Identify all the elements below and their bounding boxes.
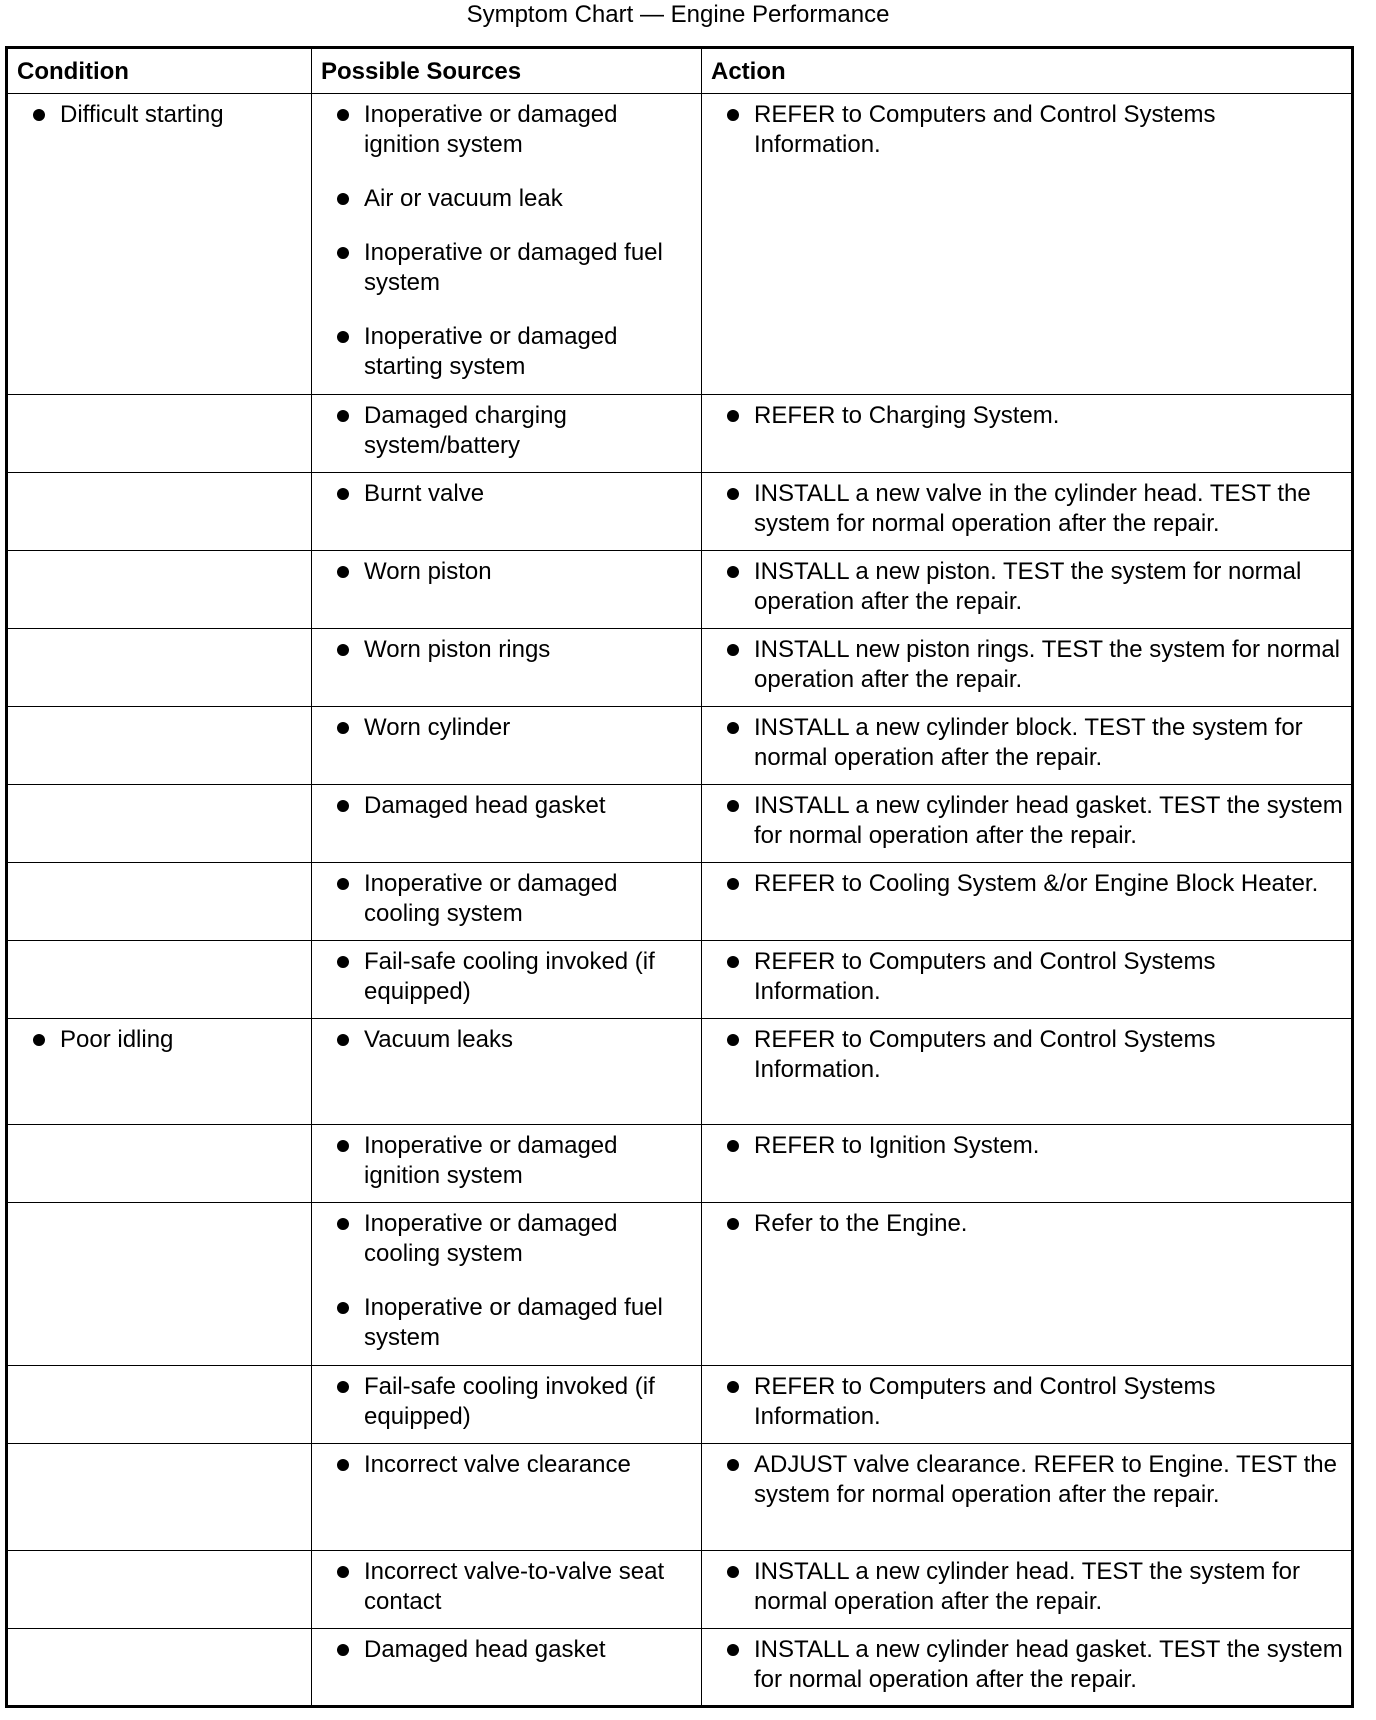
bullet-icon bbox=[337, 331, 349, 343]
bullet-icon bbox=[727, 1459, 739, 1471]
table-row bbox=[7, 629, 1353, 707]
table-row bbox=[7, 941, 1353, 1019]
list-item bbox=[334, 1131, 693, 1191]
bullet-icon bbox=[33, 109, 45, 121]
bullet-icon bbox=[727, 644, 739, 656]
table-row bbox=[7, 1629, 1353, 1707]
sources-text: Air or vacuum leak bbox=[364, 185, 563, 212]
list-item bbox=[334, 1209, 693, 1269]
action-cell bbox=[702, 629, 1353, 707]
action-cell bbox=[702, 1019, 1353, 1125]
sources-cell bbox=[312, 629, 702, 707]
actions-text: INSTALL a new cylinder head. TEST the system for normal operation after the repair. bbox=[754, 1558, 1301, 1615]
sources-cell bbox=[312, 1366, 702, 1444]
action-cell bbox=[702, 1444, 1353, 1551]
header-possible-sources: Possible Sources bbox=[312, 48, 702, 94]
list-item bbox=[724, 401, 1343, 431]
bullet-icon bbox=[727, 1034, 739, 1046]
list-item bbox=[724, 1372, 1343, 1432]
list-item bbox=[334, 100, 693, 160]
list-item bbox=[334, 557, 693, 587]
sources-cell bbox=[312, 1125, 702, 1203]
action-cell bbox=[702, 1203, 1353, 1366]
action-cell bbox=[702, 395, 1353, 473]
sources-text: Inoperative or damaged fuel system bbox=[364, 1294, 663, 1351]
actions-text: REFER to Ignition System. bbox=[754, 1132, 1040, 1159]
condition-cell bbox=[7, 629, 312, 707]
sources-cell bbox=[312, 707, 702, 785]
sources-text: Fail-safe cooling invoked (if equipped) bbox=[364, 1373, 655, 1430]
bullet-icon bbox=[337, 410, 349, 422]
sources-cell bbox=[312, 473, 702, 551]
sources-text: Inoperative or damaged ignition system bbox=[364, 1132, 618, 1189]
condition-cell bbox=[7, 551, 312, 629]
list-item bbox=[724, 1209, 1343, 1239]
header-action: Action bbox=[702, 48, 1353, 94]
sources-text: Worn piston rings bbox=[364, 636, 551, 663]
list-item bbox=[334, 869, 693, 929]
sources-cell bbox=[312, 1444, 702, 1551]
list-item bbox=[724, 635, 1343, 695]
action-cell bbox=[702, 785, 1353, 863]
actions-text: INSTALL new piston rings. TEST the system for normal operation after the repair. bbox=[754, 636, 1341, 693]
bullet-icon bbox=[727, 1381, 739, 1393]
condition-cell bbox=[7, 707, 312, 785]
list-item bbox=[334, 1557, 693, 1617]
actions-text: REFER to Computers and Control Systems Information. bbox=[754, 1026, 1216, 1083]
list-item bbox=[724, 479, 1343, 539]
list-item bbox=[724, 791, 1343, 851]
action-cell bbox=[702, 1629, 1353, 1707]
list-item bbox=[724, 1557, 1343, 1617]
bullet-icon bbox=[337, 193, 349, 205]
actions-text: ADJUST valve clearance. REFER to Engine. TEST the system for normal operation after the repair. bbox=[754, 1451, 1337, 1508]
sources-cell bbox=[312, 863, 702, 941]
condition-text: Difficult starting bbox=[60, 101, 224, 128]
actions-text: REFER to Charging System. bbox=[754, 402, 1060, 429]
list-item bbox=[334, 713, 693, 743]
sources-cell bbox=[312, 551, 702, 629]
table-row bbox=[7, 1551, 1353, 1629]
bullet-icon bbox=[337, 109, 349, 121]
actions-text: INSTALL a new piston. TEST the system for normal operation after the repair. bbox=[754, 558, 1302, 615]
list-item bbox=[724, 1450, 1343, 1510]
bullet-icon bbox=[727, 800, 739, 812]
sources-text: Damaged head gasket bbox=[364, 792, 606, 819]
list-item bbox=[334, 479, 693, 509]
table-row bbox=[7, 1125, 1353, 1203]
condition-cell bbox=[7, 473, 312, 551]
actions-text: REFER to Cooling System &/or Engine Block Heater. bbox=[754, 870, 1319, 897]
sources-text: Worn cylinder bbox=[364, 714, 511, 741]
bullet-icon bbox=[337, 1566, 349, 1578]
bullet-icon bbox=[337, 956, 349, 968]
list-item bbox=[724, 1131, 1343, 1161]
sources-cell bbox=[312, 1551, 702, 1629]
condition-cell bbox=[7, 1629, 312, 1707]
bullet-icon bbox=[337, 566, 349, 578]
actions-text: INSTALL a new cylinder head gasket. TEST the system for normal operation after the repair. bbox=[754, 792, 1343, 849]
list-item bbox=[334, 322, 693, 382]
sources-text: Vacuum leaks bbox=[364, 1026, 513, 1053]
bullet-icon bbox=[727, 1566, 739, 1578]
table-row bbox=[7, 473, 1353, 551]
action-cell bbox=[702, 863, 1353, 941]
actions-text: Refer to the Engine. bbox=[754, 1210, 968, 1237]
bullet-icon bbox=[337, 878, 349, 890]
action-cell bbox=[702, 707, 1353, 785]
sources-text: Damaged head gasket bbox=[364, 1636, 606, 1663]
condition-cell bbox=[7, 1125, 312, 1203]
bullet-icon bbox=[337, 644, 349, 656]
list-item bbox=[30, 100, 303, 130]
list-item bbox=[334, 1372, 693, 1432]
table-row bbox=[7, 785, 1353, 863]
list-item bbox=[30, 1025, 303, 1055]
sources-cell bbox=[312, 785, 702, 863]
sources-text: Damaged charging system/battery bbox=[364, 402, 567, 459]
actions-text: INSTALL a new cylinder head gasket. TEST the system for normal operation after the repair. bbox=[754, 1636, 1343, 1693]
table-row bbox=[7, 94, 1353, 395]
list-item bbox=[724, 713, 1343, 773]
actions-text: REFER to Computers and Control Systems Information. bbox=[754, 1373, 1216, 1430]
condition-cell bbox=[7, 1444, 312, 1551]
actions-text: INSTALL a new valve in the cylinder head. TEST the system for normal operation after the repair. bbox=[754, 480, 1311, 537]
table-row bbox=[7, 551, 1353, 629]
list-item bbox=[724, 1635, 1343, 1695]
table-row bbox=[7, 1366, 1353, 1444]
bullet-icon bbox=[337, 1218, 349, 1230]
list-item bbox=[334, 238, 693, 298]
sources-text: Inoperative or damaged fuel system bbox=[364, 239, 663, 296]
list-item bbox=[724, 869, 1343, 899]
table-row bbox=[7, 1444, 1353, 1551]
condition-cell bbox=[7, 1019, 312, 1125]
condition-cell bbox=[7, 1551, 312, 1629]
condition-cell bbox=[7, 395, 312, 473]
list-item bbox=[334, 401, 693, 461]
list-item bbox=[334, 1635, 693, 1665]
table-row bbox=[7, 1019, 1353, 1125]
sources-text: Worn piston bbox=[364, 558, 492, 585]
bullet-icon bbox=[337, 1302, 349, 1314]
bullet-icon bbox=[337, 1034, 349, 1046]
sources-text: Incorrect valve clearance bbox=[364, 1451, 631, 1478]
bullet-icon bbox=[727, 109, 739, 121]
bullet-icon bbox=[337, 722, 349, 734]
chart-title: Symptom Chart — Engine Performance bbox=[466, 1, 890, 28]
bullet-icon bbox=[337, 1381, 349, 1393]
actions-text: INSTALL a new cylinder block. TEST the system for normal operation after the repair. bbox=[754, 714, 1303, 771]
condition-cell bbox=[7, 94, 312, 395]
action-cell bbox=[702, 941, 1353, 1019]
list-item bbox=[334, 1450, 693, 1480]
bullet-icon bbox=[727, 722, 739, 734]
list-item bbox=[334, 635, 693, 665]
action-cell bbox=[702, 551, 1353, 629]
list-item bbox=[724, 100, 1343, 160]
sources-cell bbox=[312, 1629, 702, 1707]
bullet-icon bbox=[727, 488, 739, 500]
sources-cell bbox=[312, 1019, 702, 1125]
list-item bbox=[334, 947, 693, 1007]
bullet-icon bbox=[337, 488, 349, 500]
action-cell bbox=[702, 1125, 1353, 1203]
condition-cell bbox=[7, 1203, 312, 1366]
sources-cell bbox=[312, 1203, 702, 1366]
action-cell bbox=[702, 473, 1353, 551]
list-item bbox=[334, 1293, 693, 1353]
header-condition: Condition bbox=[7, 48, 312, 94]
list-item bbox=[724, 1025, 1343, 1085]
bullet-icon bbox=[337, 1140, 349, 1152]
bullet-icon bbox=[727, 956, 739, 968]
bullet-icon bbox=[727, 410, 739, 422]
list-item bbox=[334, 1025, 693, 1055]
header-row bbox=[7, 48, 1353, 94]
condition-cell bbox=[7, 941, 312, 1019]
condition-cell bbox=[7, 863, 312, 941]
sources-cell bbox=[312, 941, 702, 1019]
condition-text: Poor idling bbox=[60, 1026, 174, 1053]
bullet-icon bbox=[337, 1644, 349, 1656]
actions-text: REFER to Computers and Control Systems Information. bbox=[754, 948, 1216, 1005]
table-row bbox=[7, 395, 1353, 473]
bullet-icon bbox=[337, 800, 349, 812]
sources-text: Inoperative or damaged ignition system bbox=[364, 101, 618, 158]
sources-text: Fail-safe cooling invoked (if equipped) bbox=[364, 948, 655, 1005]
bullet-icon bbox=[33, 1034, 45, 1046]
list-item bbox=[334, 184, 693, 214]
bullet-icon bbox=[727, 1218, 739, 1230]
symptom-table bbox=[5, 46, 1354, 1708]
action-cell bbox=[702, 1551, 1353, 1629]
bullet-icon bbox=[727, 1644, 739, 1656]
sources-text: Incorrect valve-to-valve seat contact bbox=[364, 1558, 665, 1615]
action-cell bbox=[702, 1366, 1353, 1444]
actions-text: REFER to Computers and Control Systems Information. bbox=[754, 101, 1216, 158]
sources-text: Inoperative or damaged cooling system bbox=[364, 870, 618, 927]
sources-text: Inoperative or damaged cooling system bbox=[364, 1210, 618, 1267]
bullet-icon bbox=[727, 878, 739, 890]
table-row bbox=[7, 863, 1353, 941]
table-row bbox=[7, 707, 1353, 785]
bullet-icon bbox=[337, 247, 349, 259]
table-row bbox=[7, 1203, 1353, 1366]
sources-text: Burnt valve bbox=[364, 480, 485, 507]
condition-cell bbox=[7, 785, 312, 863]
list-item bbox=[724, 557, 1343, 617]
condition-cell bbox=[7, 1366, 312, 1444]
bullet-icon bbox=[337, 1459, 349, 1471]
list-item bbox=[724, 947, 1343, 1007]
action-cell bbox=[702, 94, 1353, 395]
sources-cell bbox=[312, 94, 702, 395]
sources-cell bbox=[312, 395, 702, 473]
bullet-icon bbox=[727, 566, 739, 578]
bullet-icon bbox=[727, 1140, 739, 1152]
sources-text: Inoperative or damaged starting system bbox=[364, 323, 618, 380]
list-item bbox=[334, 791, 693, 821]
